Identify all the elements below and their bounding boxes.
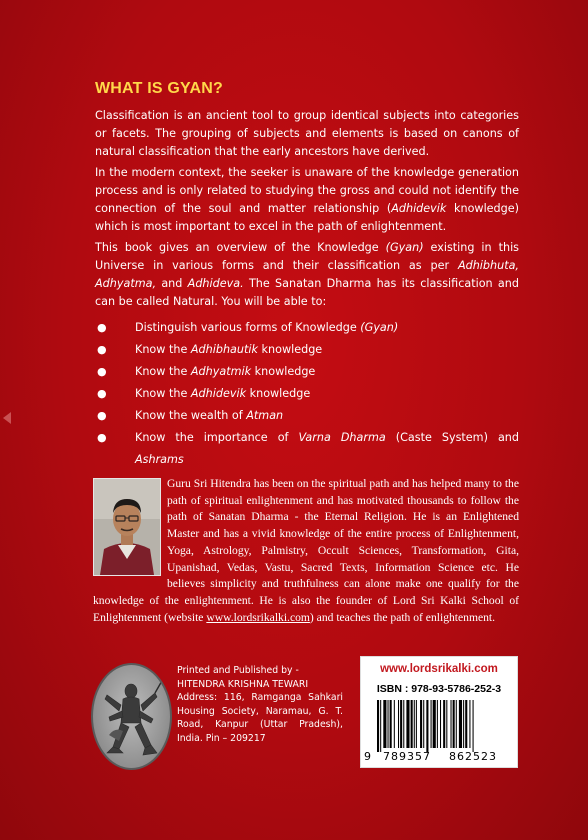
- author-photo: [93, 478, 161, 576]
- barcode-bar: [433, 700, 436, 748]
- list-item-text: (Caste System) and: [385, 431, 519, 444]
- bullet-icon: ●: [97, 409, 107, 422]
- barcode-bar: [443, 700, 445, 748]
- paragraph-text: In the modern context, the seeker is unaware of the knowledge generation process and is only related to studying the gross and could not identify the connection of the soul and matter relationship (: [95, 166, 519, 215]
- list-item-text: knowledge: [257, 343, 323, 356]
- emphasis-term: Atman: [246, 409, 284, 422]
- publisher-address: Address: 116, Ramganga Sahkari Housing Society, Naramau, G. T. Road, Kanpur (Uttar Pradesh), India. Pin – 209217: [177, 692, 343, 744]
- list-item-text: Know the: [135, 343, 191, 356]
- isbn-barcode-box: [360, 656, 518, 768]
- author-bio-text: ) and teaches the path of enlightenment.: [309, 610, 496, 624]
- barcode-bar: [406, 700, 409, 748]
- barcode-bar: [414, 700, 415, 748]
- barcode-digits-right: 862523: [449, 750, 497, 763]
- barcode-bar: [390, 700, 392, 748]
- emphasis-term: Adhideva.: [187, 277, 244, 290]
- isbn-label: ISBN : 978-93-5786-252-3: [376, 683, 502, 695]
- barcode-bar: [456, 700, 457, 748]
- barcode-bar: [383, 700, 386, 748]
- paragraph-text: knowledge) which is most important to excel in the path of enlightenment.: [95, 202, 520, 233]
- barcode-bar: [465, 700, 467, 748]
- list-item: [95, 427, 519, 466]
- barcode-bar: [377, 700, 379, 752]
- paragraph-classification: [95, 107, 519, 161]
- bullet-icon: ●: [97, 343, 107, 356]
- barcode-icon: [369, 700, 509, 752]
- bullet-icon: ●: [97, 321, 107, 334]
- list-item: [95, 317, 519, 339]
- emphasis-term: (Gyan): [360, 321, 399, 334]
- author-bio: [93, 476, 519, 626]
- list-item-text: Know the: [135, 365, 191, 378]
- barcode-bar: [440, 700, 441, 748]
- previous-page-arrow-icon[interactable]: [3, 412, 11, 424]
- emphasis-term: Adhibhuta, Adhyatma,: [95, 259, 519, 290]
- list-item: [95, 405, 519, 427]
- barcode-bar: [437, 700, 438, 748]
- barcode-bar: [388, 700, 389, 748]
- barcode-bar: [403, 700, 404, 748]
- paragraph-text: existing in this Universe in various forms and their classification as per: [95, 241, 520, 272]
- barcode-bar: [411, 700, 413, 748]
- barcode-bar: [473, 700, 474, 752]
- emphasis-term: Varna Dharma: [298, 431, 386, 444]
- barcode-bar: [426, 700, 428, 752]
- list-item: [95, 339, 519, 361]
- section-heading: WHAT IS GYAN?: [95, 80, 223, 97]
- barcode-bar: [446, 700, 447, 748]
- paragraph-modern-context: [95, 164, 519, 236]
- publisher-info: [177, 664, 343, 745]
- barcode-bar: [398, 700, 399, 748]
- emphasis-term: Adhidevik: [391, 202, 447, 215]
- barcode-bar: [394, 700, 395, 748]
- publisher-name: HITENDRA KRISHNA TEWARI: [177, 678, 309, 690]
- author-bio-text: Guru Sri Hitendra has been on the spiritual path and has helped many to the path of spiritual enlightenment and has motivated thousands to follow the path of Sanatan Dharma - the Eternal Religion. He is an Enlightened Master and has a vivid knowledge of the entire process of Enlightenment, Yoga, Astrology, Palmistry, Occult Sciences, Transformation, Gita, Upanishad, Vedas, Vastu, Sacred Texts, Information Science etc. He believes simplicity and truthfulness can alone make one qualify for the knowledge of the enlightenment. He is also the founder of Lord Sri Kalki School of Enlightenment (website: [93, 477, 519, 624]
- description-body: [95, 107, 520, 466]
- emphasis-term: Adhibhautik: [190, 343, 258, 356]
- bullet-icon: ●: [97, 365, 107, 378]
- barcode-bar: [380, 700, 381, 752]
- deity-emblem-icon: [93, 665, 170, 768]
- list-item-text: Know the wealth of: [135, 409, 247, 422]
- barcode-bar: [431, 700, 432, 748]
- barcode-bar: [451, 700, 452, 748]
- author-portrait-icon: [94, 479, 160, 575]
- website-url-label: www.lordsrikalki.com: [380, 663, 498, 675]
- emphasis-term: Adhidevik: [190, 387, 247, 400]
- list-item: [95, 361, 519, 383]
- barcode-bar: [459, 700, 462, 748]
- paragraph-text: Classification is an ancient tool to group identical subjects into categories or facets. The grouping of subjects and elements is based on canons of natural classification that the early ancestors have derived.: [95, 109, 519, 158]
- list-item-text: knowledge: [246, 387, 311, 400]
- barcode-digits-left: 789357: [383, 750, 431, 763]
- list-item-text: Distinguish various forms of Knowledge: [135, 321, 361, 334]
- barcode-bar: [453, 700, 455, 748]
- paragraph-text: The Sanatan Dharma has its classification and can be called Natural. You will be able to:: [95, 277, 519, 308]
- emphasis-term: (Gyan): [385, 241, 424, 254]
- barcode-bar: [416, 700, 417, 748]
- paragraph-overview: [95, 239, 519, 311]
- bullet-icon: ●: [97, 387, 107, 400]
- list-item-text: knowledge: [251, 365, 316, 378]
- publisher-line: Printed and Published by -: [177, 665, 299, 676]
- barcode-digit-first: 9: [364, 750, 372, 763]
- barcode-bar: [463, 700, 464, 748]
- bullet-icon: ●: [97, 431, 107, 444]
- publisher-emblem: [91, 663, 172, 770]
- barcode-bar: [469, 700, 470, 748]
- list-item-text: Know the: [135, 387, 191, 400]
- barcode-bar: [400, 700, 402, 748]
- barcode-bar: [423, 700, 424, 748]
- emphasis-term: Ashrams: [135, 453, 184, 466]
- website-link[interactable]: www.lordsrikalki.com: [206, 610, 310, 624]
- paragraph-text: This book gives an overview of the Knowledge: [95, 241, 386, 254]
- emphasis-term: Adhyatmik: [190, 365, 252, 378]
- paragraph-text: and: [156, 277, 188, 290]
- barcode-bar: [420, 700, 422, 748]
- learning-outcomes-list: [95, 317, 519, 466]
- list-item-text: Know the importance of: [135, 431, 299, 444]
- list-item: [95, 383, 519, 405]
